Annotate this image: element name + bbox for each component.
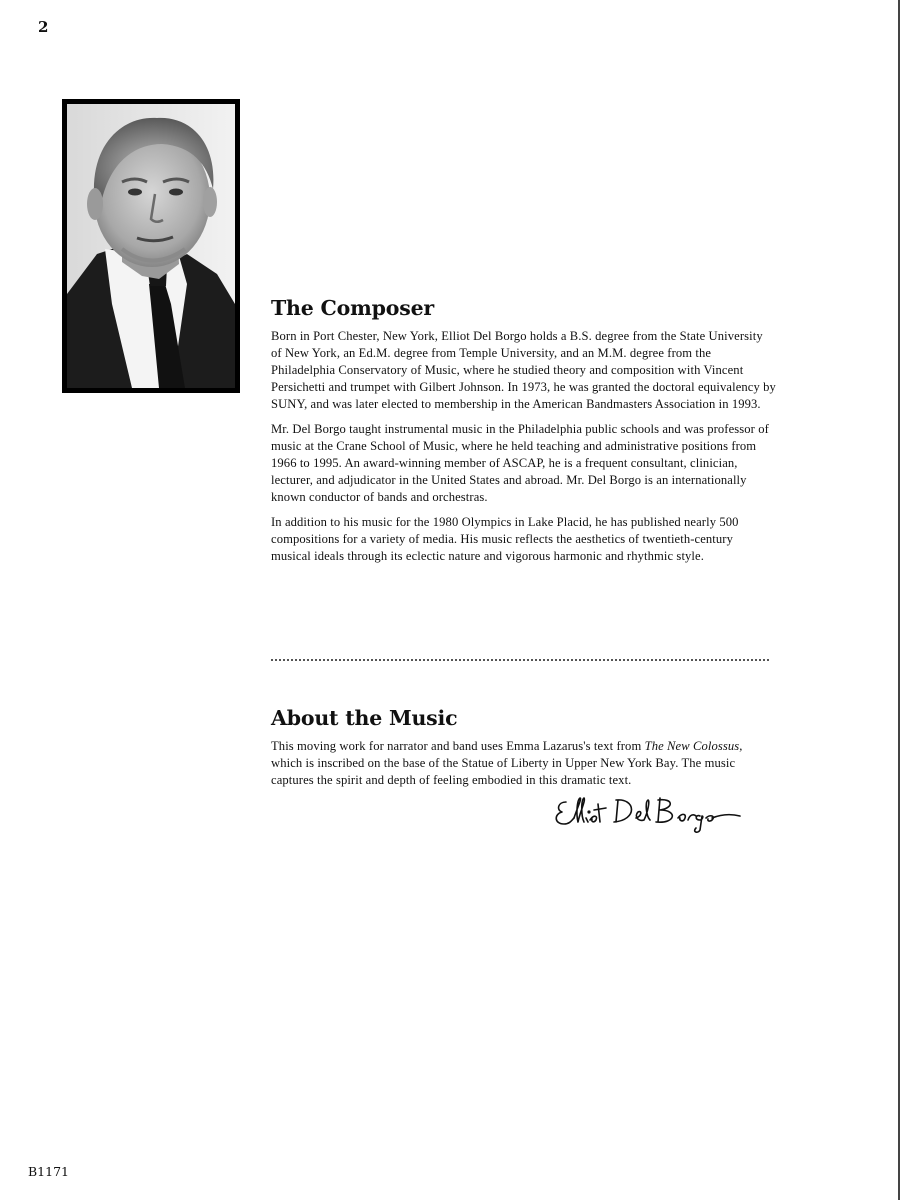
- composer-signature: [552, 792, 752, 834]
- composer-paragraph-2: Mr. Del Borgo taught instrumental music in the Philadelphia public schools and was professor of music at the Crane School of Music, where he held teaching and administrative positions from 1966 to 1995. An award-winning member of ASCAP, he is a frequent consultant, clinician, lecturer, and adjudicator in the United States and abroad. Mr. Del Borgo is an internationally known conductor of bands and orchestras.: [271, 422, 769, 504]
- composer-section: [271, 296, 776, 573]
- work-title: The New Colossus,: [644, 739, 743, 753]
- composer-paragraph-3: In addition to his music for the 1980 Olympics in Lake Placid, he has published nearly 500 compositions for a variety of media. His music reflects the aesthetics of twentieth-century musical ideals through its eclectic nature and vigorous harmonic and rhythmic style.: [271, 515, 739, 563]
- portrait-image: [67, 104, 235, 388]
- composer-portrait: [62, 99, 240, 393]
- signature-image: [552, 792, 752, 834]
- footer-catalog-code: B1171: [28, 1164, 69, 1179]
- music-section: [271, 706, 776, 797]
- composer-paragraph-1: Born in Port Chester, New York, Elliot Del Borgo holds a B.S. degree from the State University of New York, an Ed.M. degree from Temple University, and an M.M. degree from the Philadelphia Conservatory of Music, where he studied theory and composition with Vincent Persichetti and trumpet with Gilbert Johnson. In 1973, he was granted the doctoral equivalency by SUNY, and was later elected to membership in the American Bandmasters Association in 1993.: [271, 329, 776, 411]
- music-paragraph: [271, 738, 776, 789]
- music-text-before-title: This moving work for narrator and band uses Emma Lazarus's text from: [271, 739, 645, 753]
- page-number: 2: [38, 18, 49, 36]
- music-heading: About the Music: [271, 706, 458, 730]
- composer-heading: The Composer: [271, 296, 435, 320]
- section-divider: [271, 659, 769, 661]
- music-text-after-title: which is inscribed on the base of the Statue of Liberty in Upper New York Bay. The music captures the spirit and depth of feeling embodied in this dramatic text.: [271, 756, 736, 787]
